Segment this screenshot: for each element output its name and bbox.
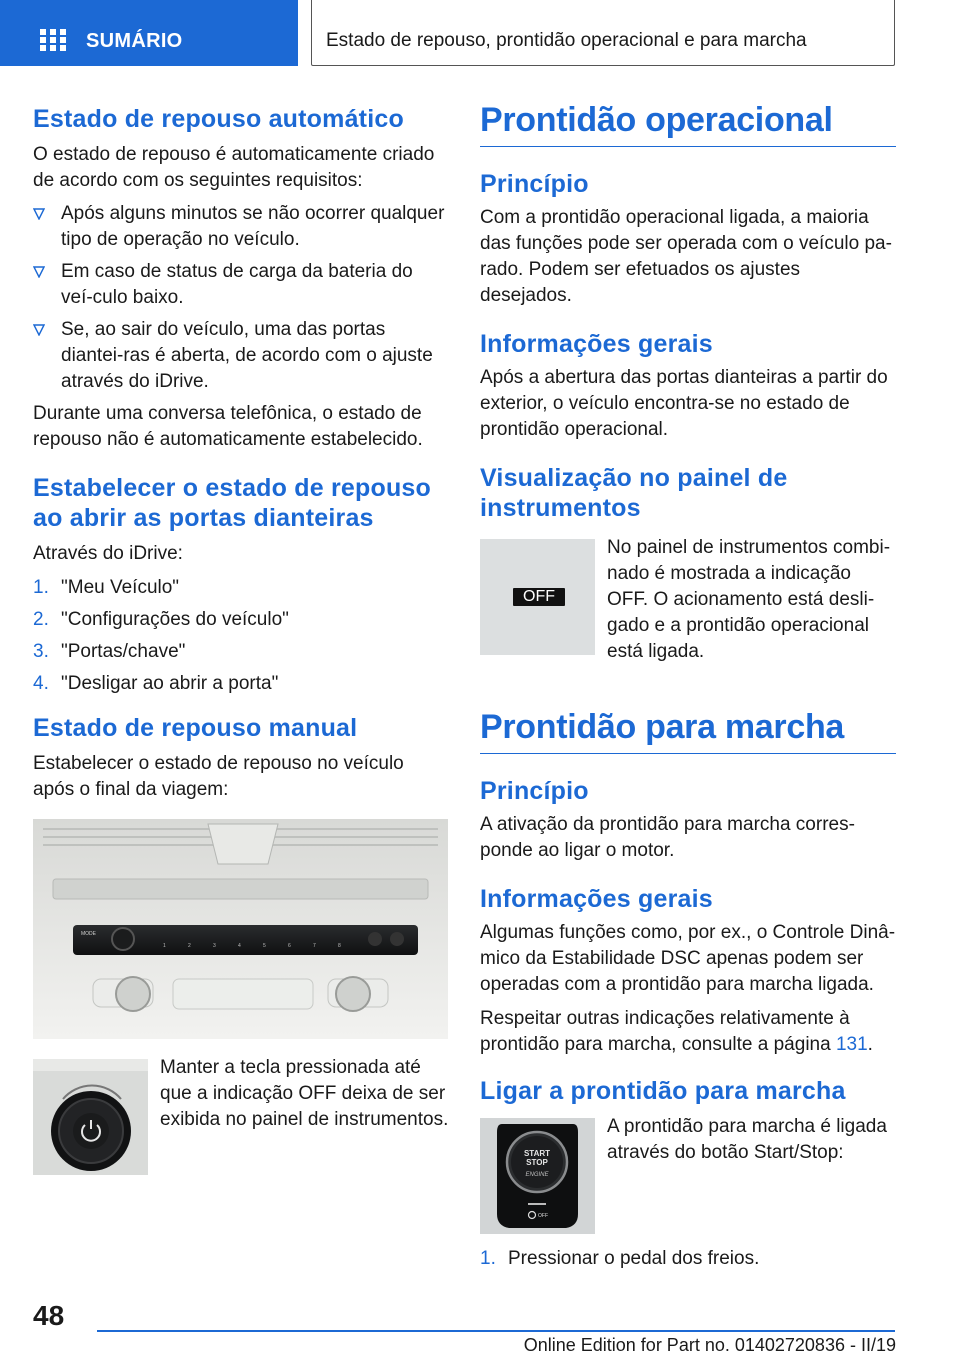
toc-button[interactable] <box>0 0 298 66</box>
power-knob-image <box>33 1059 148 1175</box>
start-label: START <box>523 1149 551 1158</box>
off-indicator-badge: OFF <box>513 588 565 606</box>
heading-manual-standby: Estado de repouso manual <box>33 714 358 742</box>
auto-standby-requirements <box>33 201 449 395</box>
power-knob-text: Manter a tecla pressionada até que a indicação OFF deixa de ser exibida no painel de instrumentos. <box>160 1057 449 1130</box>
principle-1-text: Com a prontidão operacional ligada, a maioria das funções pode ser operada com o veículo pa-rado. Podem ser efetuados os ajustes desejados. <box>480 207 892 306</box>
heading-auto-standby: Estado de repouso automático <box>33 105 404 133</box>
preset-label: 1 <box>163 943 166 949</box>
heading-standby-doors: Estabelecer o estado de repouso ao abrir as portas dianteiras <box>33 474 431 532</box>
toc-label: SUMÁRIO <box>86 30 183 52</box>
phone-call-note: Durante uma conversa telefônica, o estado de repouso não é automaticamente estabelecido. <box>33 403 423 450</box>
list-item: 1. Pressionar o pedal dos freios. <box>480 1248 760 1269</box>
grid-menu-icon <box>40 29 66 51</box>
preset-label: 7 <box>313 943 316 949</box>
list-item: 3. "Portas/chave" <box>33 641 186 662</box>
page-number: 48 <box>33 1300 65 1331</box>
list-item: Após alguns minutos se não ocorrer qualquer tipo de operação no veículo. <box>33 201 449 253</box>
power-knob-row <box>33 1059 449 1175</box>
idrive-steps <box>33 575 449 697</box>
manual-standby-intro: Estabelecer o estado de repouso no veículo após o final da viagem: <box>33 753 404 800</box>
heading-instrument-display: Visualização no painel de instrumentos <box>480 464 788 522</box>
preset-label: 2 <box>188 943 191 949</box>
preset-label: 8 <box>338 943 341 949</box>
start-stop-text: A prontidão para marcha é ligada através do botão Start/Stop: <box>607 1116 887 1163</box>
general-info-2-text: Algumas funções como, por ex., o Controle Dinâ-mico da Estabilidade DSC apenas podem ser operadas com a prontidão para marcha ligada. <box>480 922 896 995</box>
off-label: OFF <box>538 1213 548 1219</box>
heading-turn-on-drive-readiness: Ligar a prontidão para marcha <box>480 1077 846 1105</box>
preset-label: 4 <box>238 943 241 949</box>
off-indicator-text: No painel de instrumentos combi-nado é mostrada a indicação OFF. O acionamento está desli-gado e a prontidão operacional está ligada. <box>607 537 891 662</box>
list-item: Se, ao sair do veículo, uma das portas diantei-ras é aberta, de acordo com o ajuste através do iDrive. <box>33 317 449 395</box>
off-indicator-figure <box>480 539 595 655</box>
page-link[interactable]: 131 <box>835 1034 868 1055</box>
list-item: 4. "Desligar ao abrir a porta" <box>33 673 279 694</box>
heading-drive-readiness: Prontidão para marcha <box>480 707 896 754</box>
list-item: 2. "Configurações do veículo" <box>33 609 289 630</box>
start-stop-figure <box>480 1118 595 1234</box>
preset-label: 3 <box>213 943 216 949</box>
radio-console-image <box>33 819 448 1039</box>
drive-readiness-steps <box>480 1246 896 1272</box>
heading-general-info-2: Informações gerais <box>480 885 713 913</box>
auto-standby-intro: O estado de repouso é automaticamente criado de acordo com os seguintes requisitos: <box>33 144 435 191</box>
chapter-title: Estado de repouso, prontidão operacional e para marcha <box>326 30 807 51</box>
power-knob-figure <box>33 1059 148 1175</box>
list-item: 1. "Meu Veículo" <box>33 577 180 598</box>
page-reference: Respeitar outras indicações relativamente à prontidão para marcha, consulte a página 131. <box>480 1008 873 1055</box>
preset-label: 6 <box>288 943 291 949</box>
idrive-intro: Através do iDrive: <box>33 543 183 564</box>
edition-text: Online Edition for Part no. 01402720836 - II/19 <box>523 1335 896 1355</box>
list-item: Em caso de status de carga da bateria do veí-culo baixo. <box>33 259 449 311</box>
heading-operational-readiness: Prontidão operacional <box>480 100 896 147</box>
triangle-bullet-icon <box>33 266 45 278</box>
heading-principle-1: Princípio <box>480 170 589 198</box>
principle-2-text: A ativação da prontidão para marcha corres-ponde ao ligar o motor. <box>480 814 855 861</box>
engine-label: ENGINE <box>525 1172 549 1178</box>
start-stop-row <box>480 1118 896 1234</box>
triangle-bullet-icon <box>33 208 45 220</box>
chapter-header <box>311 0 895 66</box>
right-column <box>480 100 896 1278</box>
footer-divider <box>97 1330 895 1332</box>
general-info-1-text: Após a abertura das portas dianteiras a partir do exterior, o veículo encontra-se no estado de prontidão operacional. <box>480 367 888 440</box>
radio-console-figure <box>33 819 448 1039</box>
start-stop-button-image <box>480 1118 595 1234</box>
left-column <box>33 100 449 1175</box>
stop-label: STOP <box>526 1158 548 1167</box>
off-indicator-row <box>480 539 896 665</box>
preset-label: 5 <box>263 943 266 949</box>
heading-general-info-1: Informações gerais <box>480 330 713 358</box>
heading-principle-2: Princípio <box>480 777 589 805</box>
triangle-bullet-icon <box>33 324 45 336</box>
mode-label: MODE <box>81 931 96 937</box>
